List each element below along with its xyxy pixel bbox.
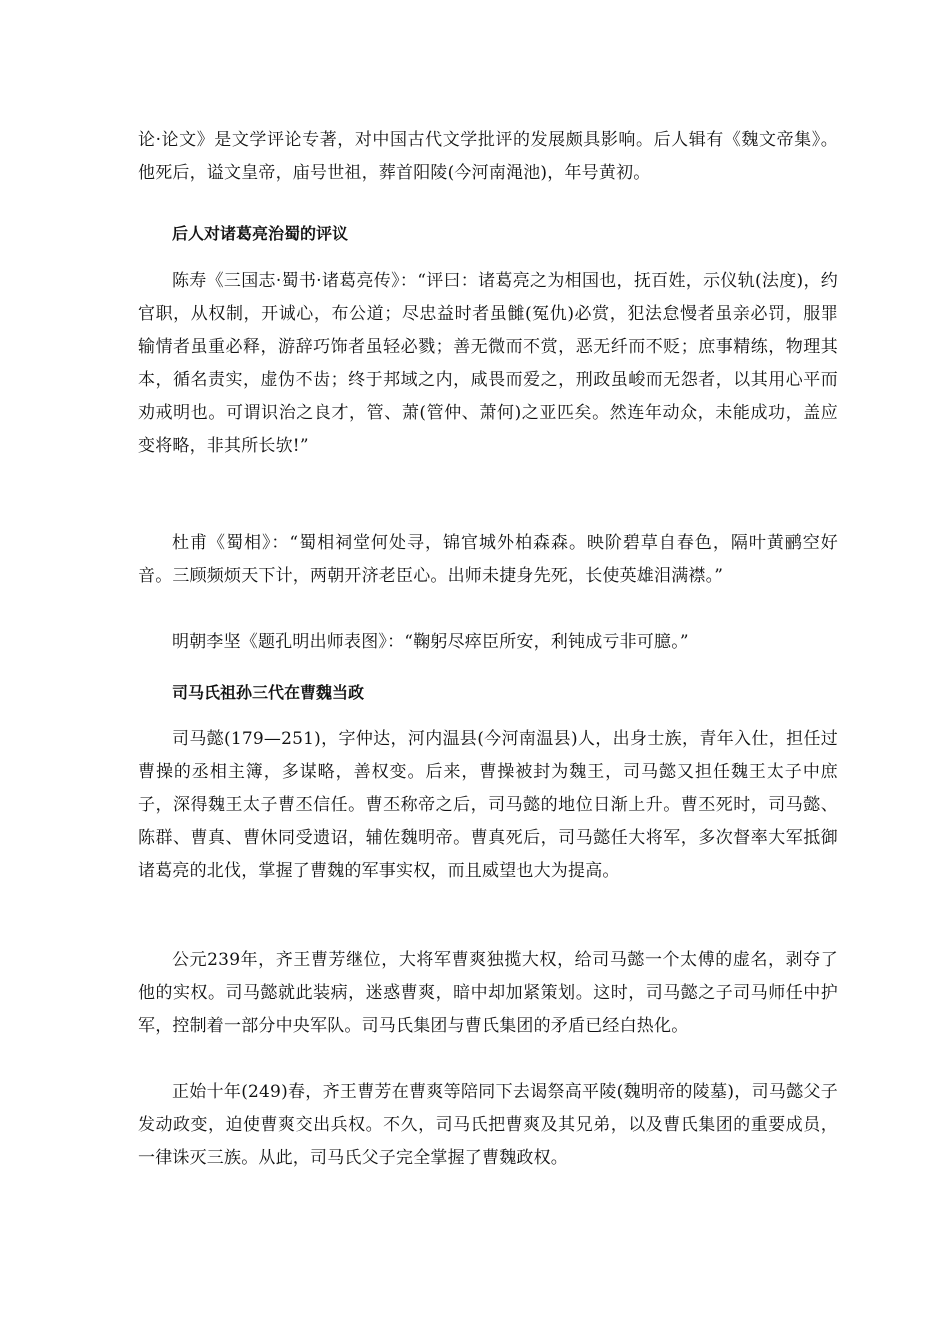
continuation-paragraph: 论·论文》是文学评论专著，对中国古代文学批评的发展颇具影响。后人辑有《魏文帝集》。他死后，谥文皇帝，庙号世祖，葬首阳陵(今河南渑池)，年号黄初。 bbox=[138, 130, 838, 183]
section-heading-zhuge-liang: 后人对诸葛亮治蜀的评议 bbox=[172, 224, 349, 243]
section-heading-sima-clan: 司马氏祖孙三代在曹魏当政 bbox=[172, 683, 365, 702]
paragraph-chen-shou-quote: 陈寿《三国志·蜀书·诸葛亮传》：“评曰：诸葛亮之为相国也，抚百姓，示仪轨(法度)，约官职，从权制，开诚心，布公道；尽忠益时者虽雠(冤仇)必赏，犯法怠慢者虽亲必罚，服罪输情者虽重必释，游辞巧饰者虽轻必戮；善无微而不赏，恶无纤而不贬；庶事精练，物理其本，循名责实，虚伪不齿；终于邦域之内，咸畏而爱之，刑政虽峻而无怨者，以其用心平而劝戒明也。可谓识治之良才，管、萧(管仲、萧何)之亚匹矣。然连年动众，未能成功，盖应变将略，非其所长欤!” bbox=[138, 271, 838, 456]
paragraph-li-jian-quote: 明朝李坚《题孔明出师表图》：“鞠躬尽瘁臣所安，利钝成亏非可臆。” bbox=[172, 632, 689, 652]
paragraph-gaopingling-coup: 正始十年(249)春，齐王曹芳在曹爽等陪同下去谒祭高平陵(魏明帝的陵墓)，司马懿父子发动政变，迫使曹爽交出兵权。不久，司马氏把曹爽及其兄弟，以及曹氏集团的重要成员，一律诛灭三族。从此，司马氏父子完全掌握了曹魏政权。 bbox=[138, 1082, 838, 1168]
paragraph-sima-yi-bio: 司马懿(179—251)，字仲达，河内温县(今河南温县)人，出身士族，青年入仕，担任过曹操的丞相主簿，多谋略，善权变。后来，曹操被封为魏王，司马懿又担任魏王太子中庶子，深得魏王太子曹丕信任。曹丕称帝之后，司马懿的地位日渐上升。曹丕死时，司马懿、陈群、曹真、曹休同受遗诏，辅佐魏明帝。曹真死后，司马懿任大将军，多次督率大军抵御诸葛亮的北伐，掌握了曹魏的军事实权，而且威望也大为提高。 bbox=[138, 729, 838, 881]
paragraph-year-239: 公元239年，齐王曹芳继位，大将军曹爽独揽大权，给司马懿一个太傅的虚名，剥夺了他的实权。司马懿就此装病，迷惑曹爽，暗中却加紧策划。这时，司马懿之子司马师任中护军，控制着一部分中央军队。司马氏集团与曹氏集团的矛盾已经白热化。 bbox=[138, 950, 838, 1036]
paragraph-du-fu-poem: 杜甫《蜀相》：“蜀相祠堂何处寻，锦官城外柏森森。映阶碧草自春色，隔叶黄鹂空好音。三顾频烦天下计，两朝开济老臣心。出师未捷身先死，长使英雄泪满襟。” bbox=[138, 533, 838, 586]
